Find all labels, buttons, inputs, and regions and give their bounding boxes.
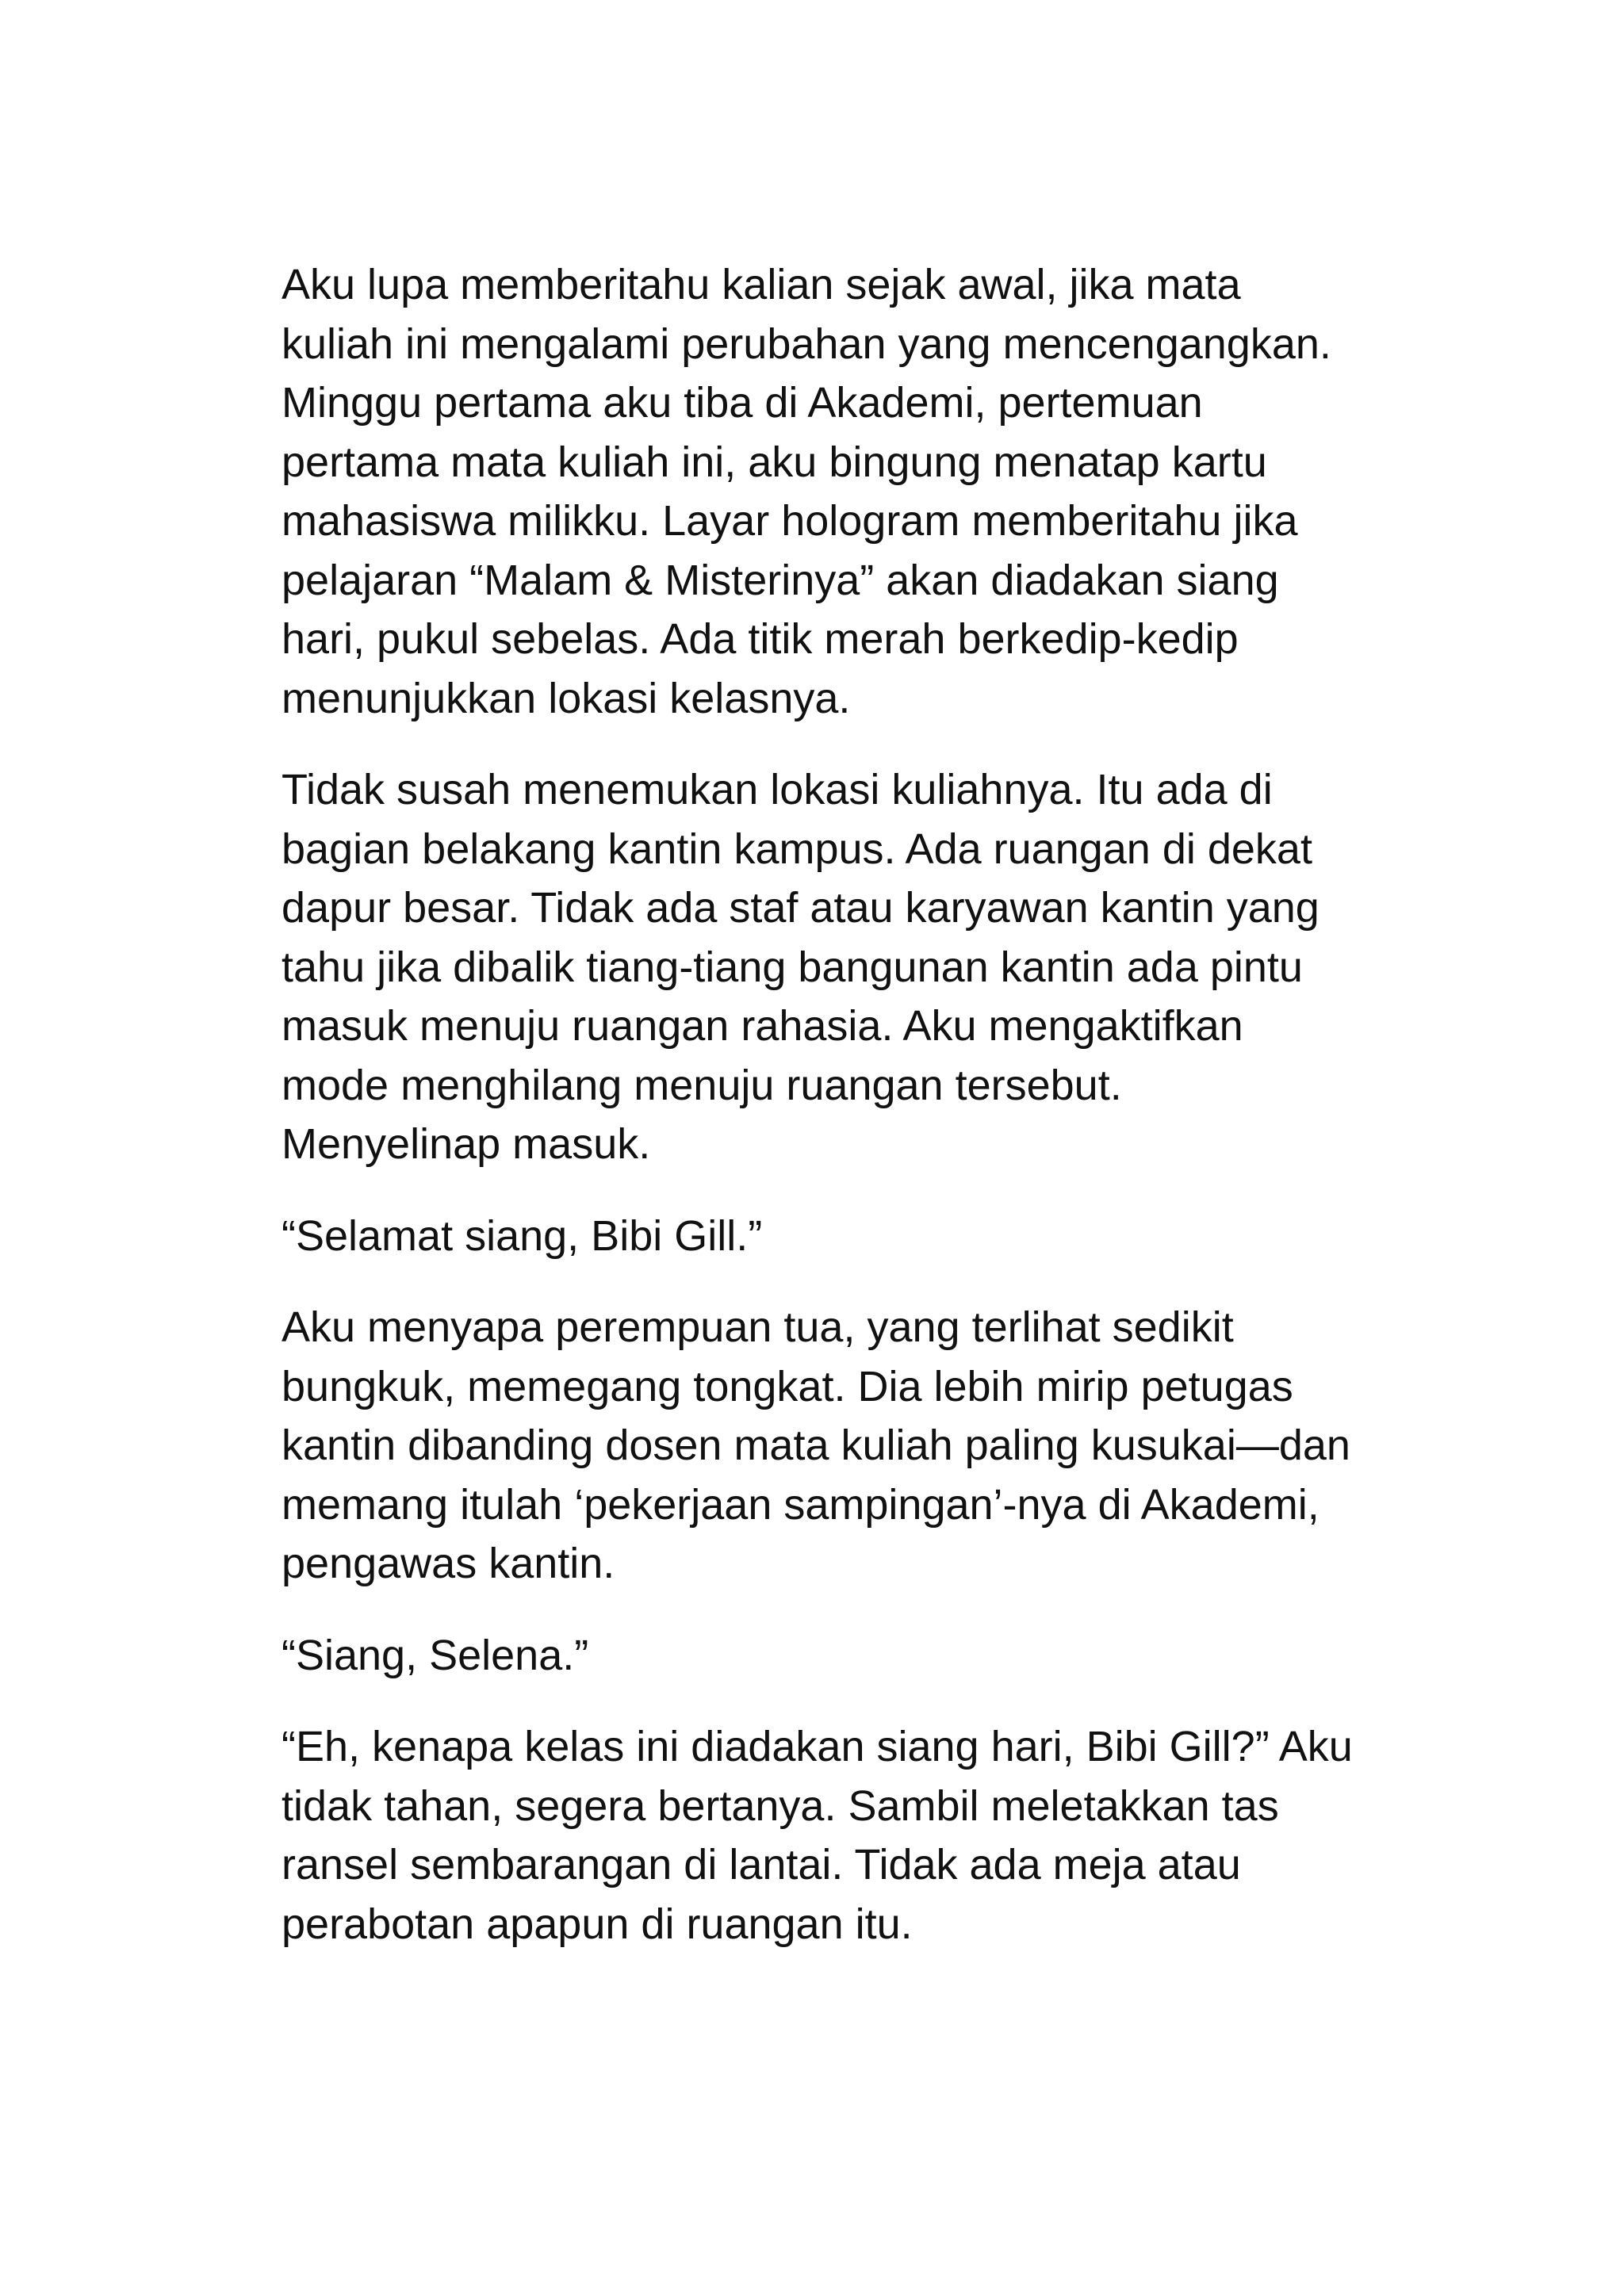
paragraph-1: [282, 255, 1392, 728]
paragraph-line: pertama mata kuliah ini, aku bingung menatap kartu: [282, 438, 1267, 486]
paragraph-line: bagian belakang kantin kampus. Ada ruangan di dekat: [282, 825, 1312, 873]
paragraph-line: dapur besar. Tidak ada staf atau karyawan kantin yang: [282, 884, 1320, 932]
paragraph-line: Menyelinap masuk.: [282, 1120, 651, 1168]
paragraph-line: Aku menyapa perempuan tua, yang terlihat sedikit: [282, 1303, 1234, 1351]
paragraph-line: pelajaran “Malam & Misterinya” akan diadakan siang: [282, 556, 1279, 604]
paragraph-line: perabotan apapun di ruangan itu.: [282, 1900, 913, 1948]
paragraph-line: Aku lupa memberitahu kalian sejak awal, jika mata: [282, 261, 1241, 308]
paragraph-2: [282, 760, 1392, 1174]
paragraph-line: tidak tahan, segera bertanya. Sambil meletakkan tas: [282, 1781, 1279, 1830]
paragraph-line: tahu jika dibalik tiang-tiang bangunan kantin ada pintu: [282, 943, 1303, 991]
paragraph-line: mahasiswa milikku. Layar hologram memberitahu jika: [282, 497, 1298, 545]
paragraph-line: masuk menuju ruangan rahasia. Aku mengaktifkan: [282, 1002, 1243, 1050]
paragraph-line: hari, pukul sebelas. Ada titik merah berkedip-kedip: [282, 615, 1239, 663]
paragraph-line: “Eh, kenapa kelas ini diadakan siang hari, Bibi Gill?” Aku: [282, 1723, 1353, 1770]
paragraph-line: Minggu pertama aku tiba di Akademi, pertemuan: [282, 379, 1203, 427]
paragraph-4: [282, 1298, 1392, 1594]
document-page: [282, 255, 1392, 1986]
paragraph-line: “Siang, Selena.”: [282, 1631, 589, 1679]
paragraph-line: menunjukkan lokasi kelasnya.: [282, 674, 851, 722]
paragraph-line: kuliah ini mengalami perubahan yang mencengangkan.: [282, 320, 1331, 368]
paragraph-line: mode menghilang menuju ruangan tersebut.: [282, 1061, 1122, 1109]
paragraph-line: memang itulah ‘pekerjaan sampingan’-nya di Akademi,: [282, 1480, 1320, 1529]
paragraph-line: kantin dibanding dosen mata kuliah paling kusukai—dan: [282, 1422, 1350, 1469]
paragraph-line: ransel sembarangan di lantai. Tidak ada meja atau: [282, 1841, 1241, 1888]
paragraph-line: “Selamat siang, Bibi Gill.”: [282, 1211, 763, 1260]
paragraph-3: [282, 1207, 1392, 1266]
paragraph-line: pengawas kantin.: [282, 1540, 615, 1587]
paragraph-line: Tidak susah menemukan lokasi kuliahnya. Itu ada di: [282, 766, 1273, 813]
paragraph-line: bungkuk, memegang tongkat. Dia lebih mirip petugas: [282, 1362, 1293, 1410]
paragraph-6: [282, 1717, 1392, 1954]
paragraph-5: [282, 1626, 1392, 1686]
